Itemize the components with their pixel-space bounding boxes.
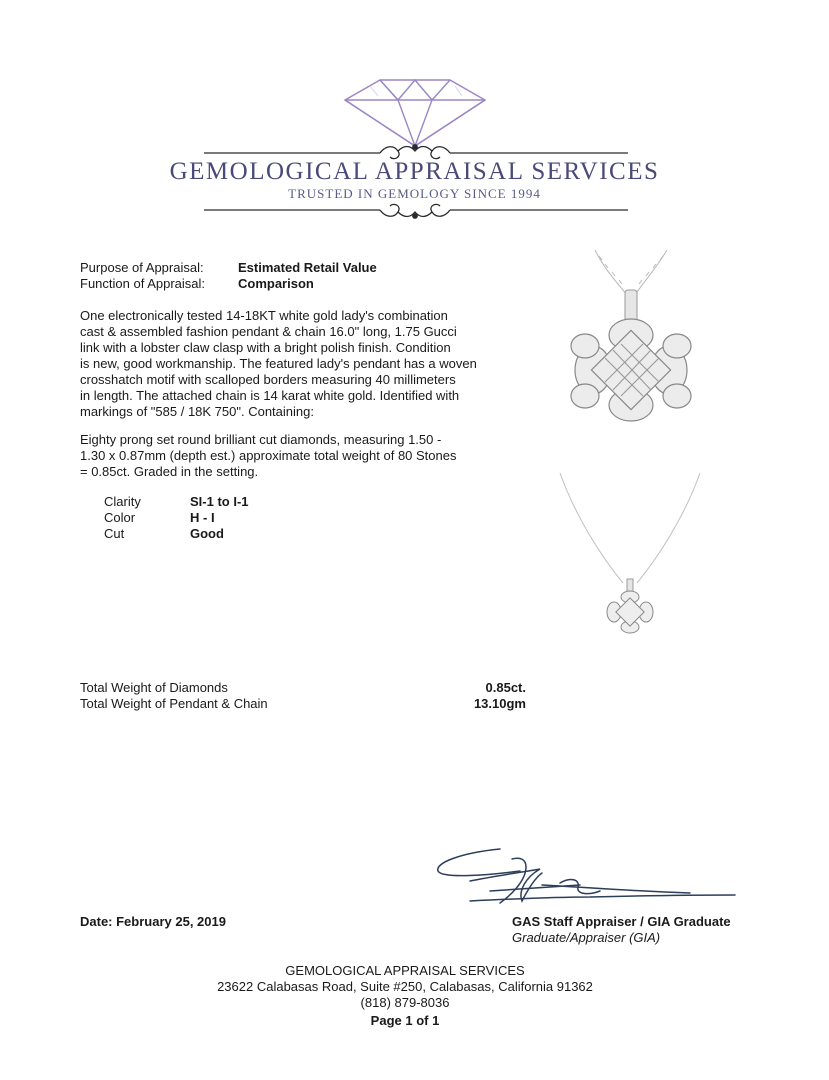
description-line: crosshatch motif with scalloped borders measuring 40 millimeters [80, 372, 456, 387]
brand-name: GEMOLOGICAL APPRAISAL SERVICES [169, 158, 660, 185]
appraiser-title: GAS Staff Appraiser / GIA Graduate [512, 914, 731, 929]
diamond-line: = 0.85ct. Graded in the setting. [80, 464, 259, 479]
total-value: 13.10gm [473, 696, 526, 711]
description-line: cast & assembled fashion pendant & chain 16.0" long, 1.75 Gucci [80, 324, 457, 339]
footer-phone: (818) 879-8036 [360, 995, 450, 1010]
page-number: Page 1 of 1 [370, 1013, 440, 1028]
description-line: is new, good workmanship. The featured lady's pendant has a woven [80, 356, 477, 371]
brand-tagline: TRUSTED IN GEMOLOGY SINCE 1994 [288, 186, 541, 201]
total-label: Total Weight of Pendant & Chain [80, 696, 268, 711]
purpose-label: Purpose of Appraisal: [80, 260, 204, 275]
pendant-closeup-image [555, 250, 705, 430]
diamond-description [80, 432, 520, 480]
function-value: Comparison [238, 276, 314, 291]
grade-label: Cut [104, 526, 125, 541]
appraisal-date: Date: February 25, 2019 [80, 914, 226, 929]
total-label: Total Weight of Diamonds [80, 680, 228, 695]
grade-label: Color [104, 510, 136, 525]
signature-image [430, 845, 740, 915]
grade-value: H - I [190, 510, 215, 525]
description-line: markings of "585 / 18K 750". Containing: [80, 404, 314, 419]
footer-company: GEMOLOGICAL APPRAISAL SERVICES [285, 963, 525, 978]
pendant-chain-image [555, 465, 705, 645]
purpose-value: Estimated Retail Value [238, 260, 377, 275]
logo [0, 0, 829, 235]
function-label: Function of Appraisal: [80, 276, 206, 291]
total-value: 0.85ct. [485, 680, 526, 695]
diamond-line: 1.30 x 0.87mm (depth est.) approximate total weight of 80 Stones [80, 448, 457, 463]
footer-address: 23622 Calabasas Road, Suite #250, Calabasas, California 91362 [217, 979, 593, 994]
grade-value: Good [190, 526, 224, 541]
description-line: link with a lobster claw clasp with a bright polish finish. Condition [80, 340, 451, 355]
grade-label: Clarity [104, 494, 141, 509]
description-line: in length. The attached chain is 14 karat white gold. Identified with [80, 388, 460, 403]
grade-value: SI-1 to I-1 [190, 494, 249, 509]
appraiser-subtitle: Graduate/Appraiser (GIA) [512, 930, 661, 945]
description-line: One electronically tested 14-18KT white gold lady's combination [80, 308, 448, 323]
item-description [80, 308, 520, 420]
diamond-line: Eighty prong set round brilliant cut diamonds, measuring 1.50 - [80, 432, 442, 447]
